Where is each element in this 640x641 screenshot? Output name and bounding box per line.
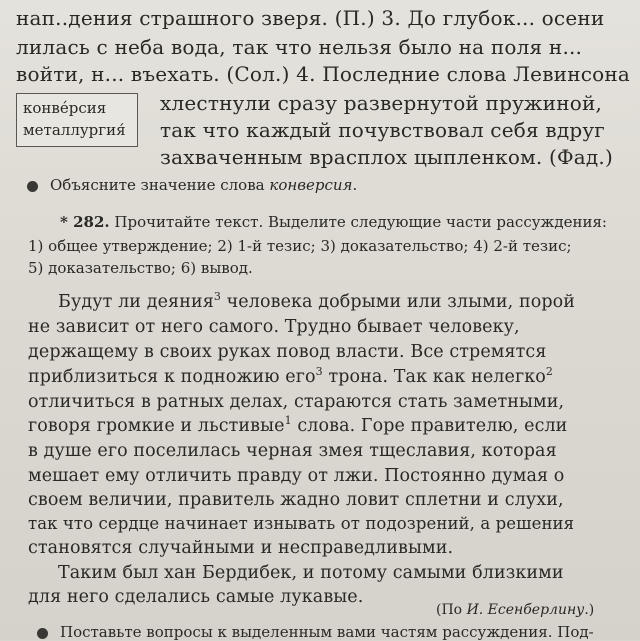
source-prefix: (По bbox=[436, 602, 467, 618]
text-line-9: своем величии, правитель жадно ловит сплетни и слухи, bbox=[28, 490, 564, 510]
top-line-4: хлестнули сразу развернутой пружиной, bbox=[160, 91, 603, 115]
footnote-mark: 2 bbox=[545, 365, 554, 379]
vocabulary-box bbox=[16, 93, 138, 147]
task-explain-end: . bbox=[352, 176, 358, 194]
exercise-header bbox=[60, 213, 607, 231]
vocab-word-1: конвéрсия bbox=[23, 99, 107, 117]
top-line-6: захваченным врасплох цыпленком. (Фад.) bbox=[160, 145, 613, 169]
text-line-6-b: слова. Горе правителю, если bbox=[291, 416, 568, 436]
text-line-5: отличиться в ратных делах, стараются стать заметными, bbox=[28, 392, 565, 412]
text-line-11: становятся случайными и несправедливыми. bbox=[28, 538, 454, 558]
exercise-line-1: Прочитайте текст. Выделите следующие части рассуждения: bbox=[114, 213, 607, 231]
source-suffix: .) bbox=[584, 602, 595, 618]
top-line-3: войти, н... въехать. (Сол.) 4. Последние слова Левинсона bbox=[16, 62, 631, 86]
bullet-icon bbox=[27, 181, 38, 192]
vocab-word-2: металлургия́ bbox=[23, 121, 126, 139]
text-line-13: для него сделались самые лукавые. bbox=[28, 587, 364, 607]
text-line-6-a: говоря громкие и льстивые bbox=[28, 416, 285, 436]
bullet-icon bbox=[37, 628, 48, 639]
exercise-line-2: 1) общее утверждение; 2) 1-й тезис; 3) доказательство; 4) 2-й тезис; bbox=[28, 237, 572, 255]
text-line-1-a: Будут ли деяния bbox=[58, 292, 214, 312]
footnote-mark: 3 bbox=[213, 290, 221, 304]
text-line-2: не зависит от него самого. Трудно бывает человеку, bbox=[28, 317, 520, 337]
source-author: И. Есенберлину bbox=[466, 602, 585, 618]
top-line-2: лилась с неба вода, так что нельзя было на поля н... bbox=[16, 35, 583, 59]
top-line-1: нап..дения страшного зверя. (П.) 3. До глубок... осени bbox=[16, 6, 605, 30]
footnote-mark: 3 bbox=[315, 365, 323, 379]
text-line-4 bbox=[28, 367, 553, 387]
source-attribution bbox=[436, 602, 594, 618]
exercise-number: * 282. bbox=[60, 213, 110, 231]
text-line-6 bbox=[28, 416, 567, 436]
text-line-10: так что сердце начинает изнывать от подозрений, а решения bbox=[28, 514, 575, 533]
text-line-7: в душе его поселилась черная змея тщеславия, которая bbox=[28, 441, 557, 461]
text-line-4-a: приблизиться к подножию его bbox=[28, 367, 316, 387]
task-questions: Поставьте вопросы к выделенным вами частям рассуждения. Под- bbox=[60, 623, 594, 641]
text-line-1 bbox=[58, 292, 575, 312]
task-explain bbox=[50, 176, 357, 194]
task-explain-word: конверсия bbox=[269, 176, 353, 194]
text-line-12: Таким был хан Бердибек, и потому самыми близкими bbox=[58, 563, 564, 583]
footnote-mark: 1 bbox=[284, 414, 292, 428]
text-line-4-b: трона. Так как нелегко bbox=[322, 367, 546, 387]
top-line-5: так что каждый почувствовал себя вдруг bbox=[160, 118, 605, 142]
text-line-3: держащему в своих руках повод власти. Все стремятся bbox=[28, 342, 547, 362]
text-line-8: мешает ему отличить правду от лжи. Постоянно думая о bbox=[28, 466, 565, 486]
task-explain-text: Объясните значение слова bbox=[50, 176, 270, 194]
text-line-1-b: человека добрыми или злыми, порой bbox=[220, 292, 576, 312]
exercise-line-3: 5) доказательство; 6) вывод. bbox=[28, 259, 253, 277]
